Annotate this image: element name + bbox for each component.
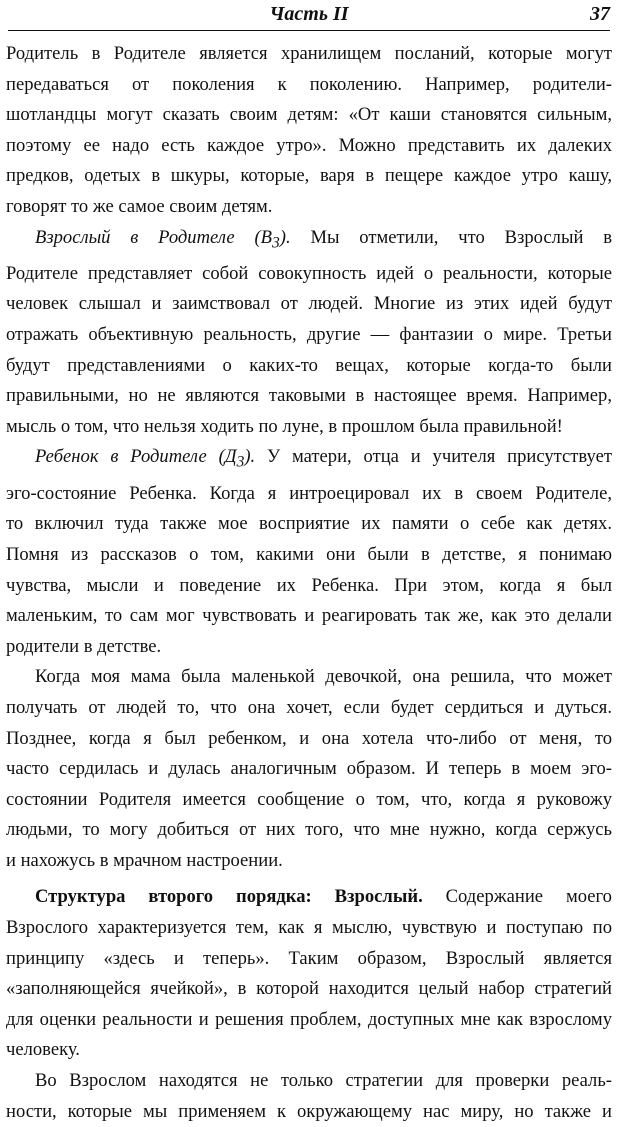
subheading-child-in-parent: Ребенок в Родителе $(Д_3)$. (35, 446, 256, 472)
text-line: Взрослого характеризуется тем, как я мыслю, чувствую и поступаю по (6, 917, 612, 939)
text-line: передаваться от поколения к поколению. Например, родители- (6, 73, 612, 95)
text-line: «заполняющейся ячейкой», в которой находится целый набор стратегий (6, 978, 612, 1000)
text-line: Позднее, когда я был ребенком, и она хотела что-либо от меня, то (6, 727, 612, 749)
text-line: принципу «здесь и теперь». Таким образом, Взрослый является (6, 947, 612, 969)
text-line: маленьким, то сам мог чувствовать и реагировать так же, как это делали (6, 605, 612, 627)
subscript: 3 (236, 454, 245, 472)
text-line: эго-состояние Ребенка. Когда я интроецировал их в своем Родителе, (6, 482, 612, 504)
subscript: 3 (272, 234, 280, 252)
text-line: родители в детстве. (6, 635, 162, 657)
text-line: Во Взрослом находятся не только стратегии для проверки реаль- (35, 1070, 612, 1092)
section-title: Часть II (269, 3, 349, 25)
text-line: Родитель в Родителе является хранилищем посланий, которые могут (6, 43, 612, 64)
page-body (6, 39, 612, 1127)
text-line: Помня из рассказов о том, какими они были в детстве, я понимаю (6, 543, 612, 565)
paragraph (6, 39, 612, 223)
text-line: получать от людей то, что она хочет, если будет сердиться и дуться. (6, 696, 612, 718)
text-line: мысль о том, что нельзя ходить по луне, в прошлом была правильной! (6, 415, 563, 437)
text-line: то включил туда также мое восприятие их памяти о себе как детях. (6, 513, 612, 535)
subheading-adult-in-parent: Взрослый в Родителе $(В_3)$. (35, 226, 291, 252)
text-line: Когда моя мама была маленькой девочкой, она решила, что может (35, 666, 612, 688)
text-line: Родителе представляет собой совокупность идей о реальности, которые (6, 262, 612, 284)
running-header (8, 0, 610, 31)
text-line: отражать объективную реальность, другие — фантазии о мире. Третьи (6, 324, 612, 346)
text-line: состоянии Родителя имеется сообщение о том, что, когда я руковожу (6, 788, 612, 810)
text-line: часто сердилась и дулась аналогичным образом. И теперь в моем эго- (6, 758, 612, 780)
paragraph (6, 882, 612, 1066)
text-line: и нахожусь в мрачном настроении. (6, 849, 283, 871)
paragraph (6, 1066, 612, 1127)
text-line: ности, которые мы применяем к окружающему нас миру, но также и (6, 1100, 612, 1122)
text-line: поэтому ее надо есть каждое утро». Можно представить их далеких (6, 134, 612, 156)
text-line: людьми, то могу добиться от них того, что мне нужно, когда сержусь (6, 819, 612, 841)
paragraph (6, 442, 612, 662)
text-line: Взрослый в Родителе $(В_3)$. Мы отметили, что Взрослый в (35, 226, 612, 252)
text-line: человеку. (6, 1039, 80, 1061)
text-line: правильными, но не являются таковыми в настоящее время. Например, (6, 385, 612, 407)
text-line: предков, одетых в шкуры, которые, варя в пещере каждое утро кашу, (6, 165, 612, 187)
text-line: Ребенок в Родителе $(Д_3)$. У матери, отца и учителя присутствует (35, 446, 612, 472)
text-line: для оценки реальности и решения проблем, доступных мне как взрослому (6, 1008, 612, 1030)
text-line: человек слышал и заимствовал от людей. Многие из этих идей будут (6, 293, 612, 315)
text-line: говорят то же самое своим детям. (6, 195, 273, 217)
text-line: Структура второго порядка: Взрослый. Содержание моего (35, 886, 612, 908)
section-heading: Структура второго порядка: Взрослый. (35, 886, 423, 908)
paragraph (6, 662, 612, 876)
paragraph (6, 223, 612, 443)
text-line: будут представлениями о каких-то вещах, которые когда-то были (6, 354, 612, 376)
text-line: шотландцы могут сказать своим детям: «От каши становятся сильным, (6, 104, 612, 126)
text-line: чувства, мысли и поведение их Ребенка. При этом, когда я был (6, 574, 612, 596)
page-number: 37 (590, 3, 610, 25)
